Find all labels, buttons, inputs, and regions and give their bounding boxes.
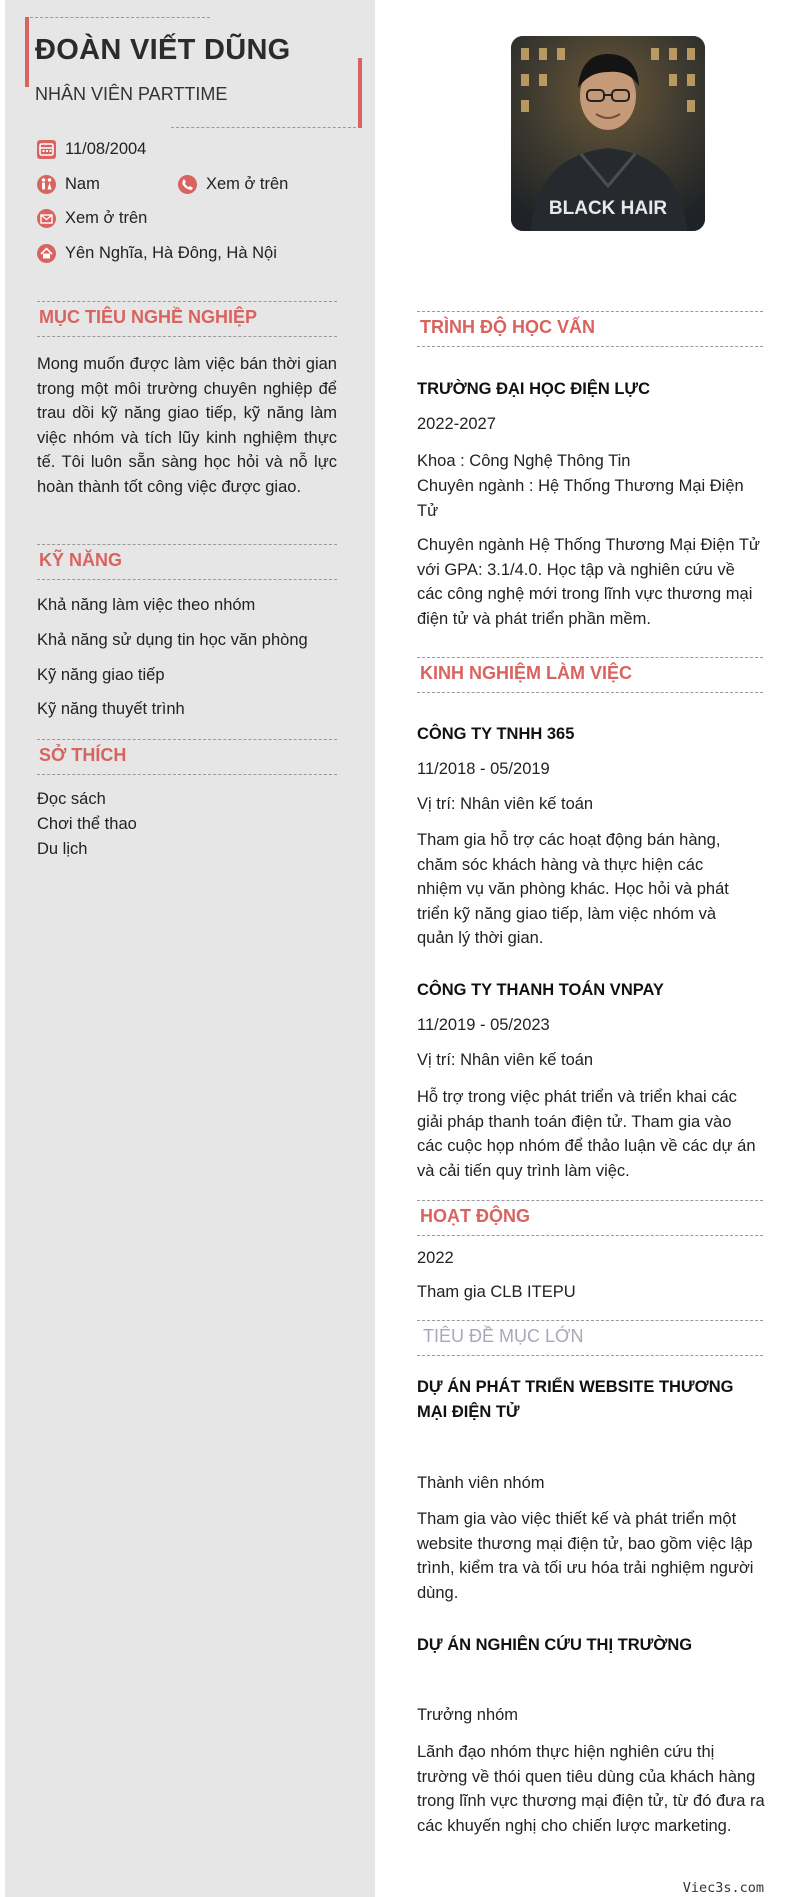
section-heading-experience: KINH NGHIỆM LÀM VIỆC bbox=[417, 657, 763, 693]
photo-shirt-text: BLACK HAIR bbox=[548, 198, 668, 219]
section-heading-projects: TIÊU ĐỀ MỤC LỚN bbox=[417, 1320, 763, 1356]
school-name: TRƯỜNG ĐẠI HỌC ĐIỆN LỰC bbox=[417, 380, 651, 398]
education-period: 2022-2027 bbox=[417, 415, 496, 433]
section-heading-activities: HOẠT ĐỘNG bbox=[417, 1200, 763, 1236]
home-icon bbox=[37, 244, 56, 263]
watermark: Viec3s.com bbox=[682, 1880, 764, 1896]
skill-item: Khả năng làm việc theo nhóm bbox=[37, 596, 256, 614]
company-name: CÔNG TY TNHH 365 bbox=[417, 725, 575, 743]
hobby-item: Du lịch bbox=[37, 840, 88, 858]
company-name: CÔNG TY THANH TOÁN VNPAY bbox=[417, 981, 664, 999]
activity-year: 2022 bbox=[417, 1249, 454, 1267]
project-title: DỰ ÁN PHÁT TRIỂN WEBSITE THƯƠNG MẠI ĐIỆN TỬ bbox=[417, 1378, 734, 1421]
project-description: Lãnh đạo nhóm thực hiện nghiên cứu thị trường về thói quen tiêu dùng của khách hàng trong lĩnh vực thương mại điện tử, từ đó đưa ra các khuyến nghị cho chiến lược marketing. bbox=[417, 1743, 765, 1835]
phone-icon bbox=[178, 175, 197, 194]
education-description: Chuyên ngành Hệ Thống Thương Mại Điện Tử với GPA: 3.1/4.0. Học tập và nghiên cứu về các công nghệ mới trong lĩnh vực thương mại điện tử và phát triển phần mềm. bbox=[417, 536, 760, 628]
job-period: 11/2018 - 05/2019 bbox=[417, 760, 550, 778]
mail-icon bbox=[37, 209, 56, 228]
hobby-item: Đọc sách bbox=[37, 790, 106, 808]
calendar-icon bbox=[37, 140, 56, 159]
email: Xem ở trên bbox=[65, 209, 148, 227]
job-position: Vị trí: Nhân viên kế toán bbox=[417, 795, 594, 813]
education-major: Chuyên ngành : Hệ Thống Thương Mại Điện Tử bbox=[417, 477, 744, 520]
divider bbox=[30, 17, 210, 18]
job-period: 11/2019 - 05/2023 bbox=[417, 1016, 550, 1034]
activity-text: Tham gia CLB ITEPU bbox=[417, 1283, 576, 1301]
section-heading-objective: MỤC TIÊU NGHỀ NGHIỆP bbox=[37, 301, 337, 337]
section-heading-hobbies: SỞ THÍCH bbox=[37, 739, 337, 775]
section-heading-skills: KỸ NĂNG bbox=[37, 544, 337, 580]
project-role: Thành viên nhóm bbox=[417, 1474, 545, 1492]
accent-bar bbox=[358, 58, 362, 128]
birthdate: 11/08/2004 bbox=[65, 140, 147, 158]
education-faculty: Khoa : Công Nghệ Thông Tin bbox=[417, 452, 631, 470]
job-position: Vị trí: Nhân viên kế toán bbox=[417, 1051, 594, 1069]
objective-text: Mong muốn được làm việc bán thời gian trong một môi trường chuyên nghiệp để trau dồi kỹ năng giao tiếp, kỹ năng làm việc nhóm và tích lũy kinh nghiệm thực tế. Tôi luôn sẵn sàng học hỏi và nỗ lực hoàn thành tốt công việc được giao. bbox=[37, 355, 337, 496]
profile-photo bbox=[511, 36, 705, 231]
phone: Xem ở trên bbox=[206, 175, 289, 193]
job-description: Hỗ trợ trong việc phát triển và triển khai các giải pháp thanh toán điện tử. Tham gia vào các cuộc họp nhóm để thảo luận về các dự án và cải tiến quy trình làm việc. bbox=[417, 1088, 756, 1180]
project-role: Trưởng nhóm bbox=[417, 1706, 519, 1724]
project-title: DỰ ÁN NGHIÊN CỨU THỊ TRƯỜNG bbox=[417, 1636, 693, 1654]
full-name: ĐOÀN VIẾT DŨNG bbox=[35, 34, 291, 66]
skill-item: Kỹ năng thuyết trình bbox=[37, 700, 185, 718]
hobby-item: Chơi thể thao bbox=[37, 815, 137, 833]
accent-bar bbox=[25, 17, 29, 87]
skill-item: Kỹ năng giao tiếp bbox=[37, 666, 165, 684]
name-block bbox=[25, 17, 362, 127]
gender: Nam bbox=[65, 175, 100, 193]
section-heading-education: TRÌNH ĐỘ HỌC VẤN bbox=[417, 311, 763, 347]
sidebar bbox=[5, 0, 375, 1897]
skill-item: Khả năng sử dụng tin học văn phòng bbox=[37, 631, 308, 649]
gender-icon bbox=[37, 175, 56, 194]
project-description: Tham gia vào việc thiết kế và phát triển một website thương mại điện tử, bao gồm việc lập trình, kiểm tra và tối ưu hóa trải nghiệm người dùng. bbox=[417, 1510, 754, 1602]
divider bbox=[171, 127, 356, 128]
job-title: NHÂN VIÊN PARTTIME bbox=[35, 84, 228, 104]
job-description: Tham gia hỗ trợ các hoạt động bán hàng, chăm sóc khách hàng và thực hiện các nhiệm vụ văn phòng khác. Học hỏi và phát triển kỹ năng giao tiếp, làm việc nhóm và quản lý thời gian. bbox=[417, 831, 729, 947]
address: Yên Nghĩa, Hà Đông, Hà Nội bbox=[65, 244, 277, 262]
